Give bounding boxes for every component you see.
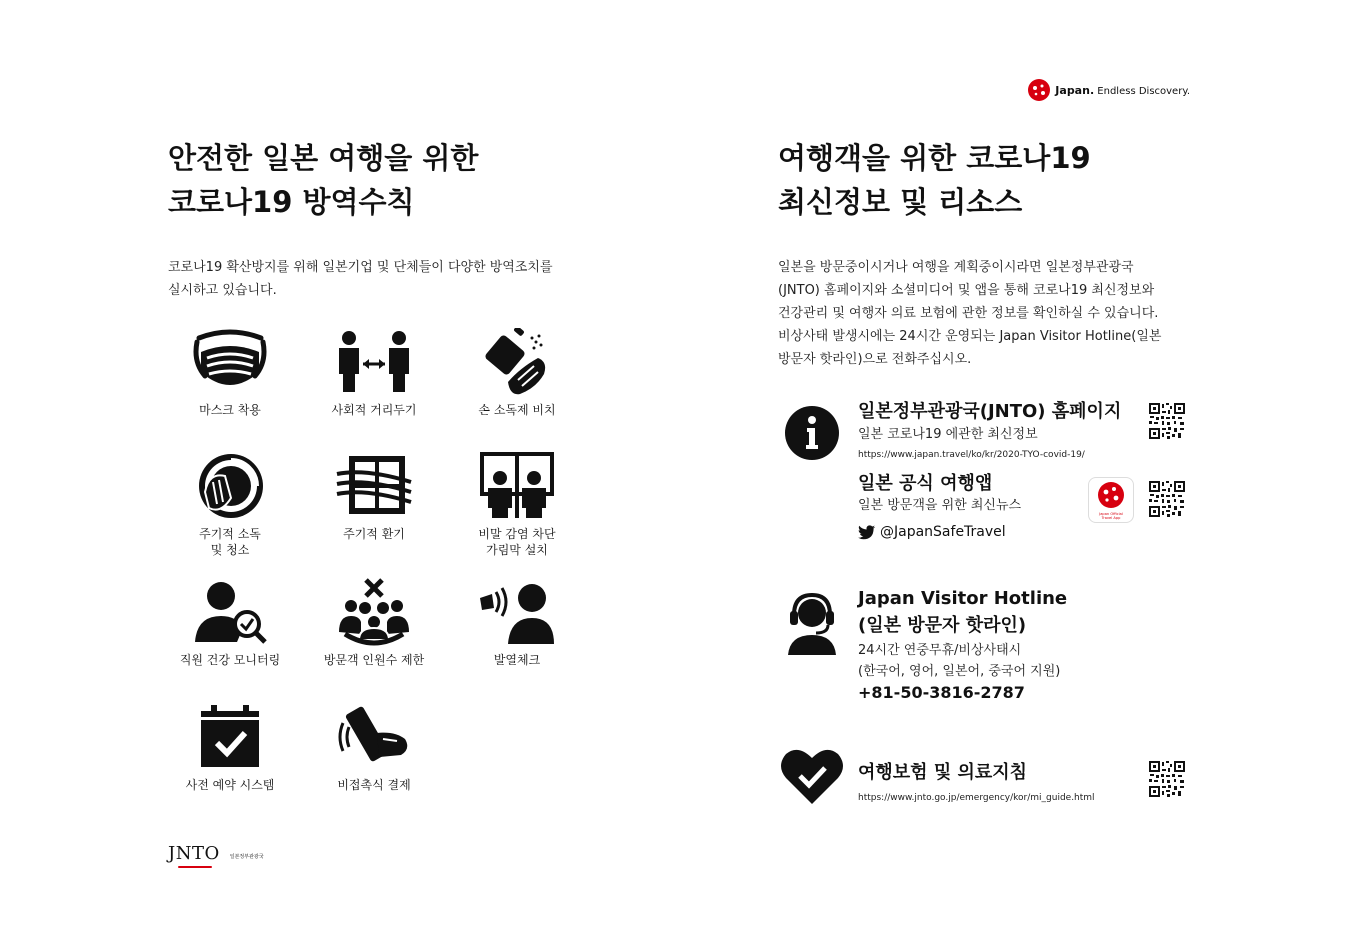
right-intro (778, 256, 1161, 371)
hotline-languages: (한국어, 영어, 일본어, 중국어 지원) (858, 664, 1061, 679)
jnto-site-qr-code (1148, 402, 1186, 440)
brand-text-rest: Endless Discovery. (1094, 85, 1190, 97)
measure-contactless (309, 703, 439, 793)
hotline-title-line2: (일본 방문자 핫라인) (858, 615, 1027, 636)
reservation-icon (191, 703, 269, 773)
insurance-qr-code (1148, 760, 1186, 798)
measure-temperature (452, 578, 582, 668)
right-title-line1: 여행객을 위한 코로나19 (778, 141, 1091, 175)
measure-reservation (165, 703, 295, 793)
measure-label: 주기적 소독 및 청소 (199, 527, 261, 557)
info-icon (784, 405, 840, 461)
measure-label: 비접촉식 결제 (337, 778, 411, 792)
japan-blossom-icon (1027, 78, 1051, 102)
left-title-line2: 코로나19 방역수칙 (168, 185, 415, 219)
app-qr-code (1148, 480, 1186, 518)
measure-label: 손 소독제 비치 (478, 403, 556, 417)
measure-label: 사전 예약 시스템 (185, 778, 275, 792)
jnto-logo-subtitle: 일본정부관광국 (229, 854, 264, 860)
measure-hand-sanitizer (452, 328, 582, 418)
right-intro-line: 일본을 방문중이시거나 여행을 계획중이시라면 일본정부관광국 (778, 260, 1134, 275)
insurance-url[interactable]: https://www.jnto.go.jp/emergency/kor/mi_guide.html (858, 793, 1095, 803)
measure-label: 주기적 환기 (343, 527, 405, 541)
measure-cleaning (165, 452, 295, 558)
measure-label: 직원 건강 모니터링 (179, 653, 281, 667)
right-intro-line: 비상사태 발생시에는 24시간 운영되는 Japan Visitor Hotline(일본 (778, 329, 1162, 344)
measure-mask (165, 328, 295, 418)
measure-label: 사회적 거리두기 (331, 403, 417, 417)
heart-check-icon (780, 746, 844, 806)
measure-label: 발열체크 (493, 653, 541, 667)
contactless-payment-icon (335, 703, 413, 773)
japan-brand-logo (1027, 78, 1190, 102)
hotline-phone-number[interactable]: +81-50-3816-2787 (858, 683, 1025, 702)
mask-icon (191, 328, 269, 398)
measure-visitor-limit (309, 578, 439, 668)
right-page (679, 0, 1358, 940)
svg-text:Japan Official: Japan Official (1099, 512, 1123, 516)
right-intro-line: (JNTO) 홈페이지와 소셜미디어 및 앱을 통해 코로나19 최신정보와 (778, 283, 1155, 298)
twitter-bird-icon (858, 525, 876, 540)
insurance-title: 여행보험 및 의료지침 (858, 762, 1028, 783)
right-title-line2: 최신정보 및 리소스 (778, 185, 1023, 219)
ventilation-icon (335, 452, 413, 522)
left-intro-line1: 코로나19 확산방지를 위해 일본기업 및 단체들이 다양한 방역조치를 (168, 260, 553, 275)
brand-text-bold: Japan. (1055, 83, 1095, 97)
measure-label: 마스크 착용 (199, 403, 261, 417)
measure-ventilation (309, 452, 439, 542)
right-title (778, 136, 1091, 224)
jnto-footer-logo (168, 845, 264, 863)
measure-label: 비말 감염 차단 가림막 설치 (478, 527, 556, 557)
measure-label: 방문객 인원수 제한 (323, 653, 425, 667)
jnto-logo-word: JNTO (168, 843, 220, 864)
measure-partition (452, 452, 582, 558)
app-blossom-icon (1089, 478, 1133, 522)
left-title-line1: 안전한 일본 여행을 위한 (168, 141, 479, 175)
left-intro-line2: 실시하고 있습니다. (168, 283, 277, 298)
call-center-icon (784, 591, 840, 655)
cleaning-icon (191, 452, 269, 522)
measure-staff-health (165, 578, 295, 668)
right-intro-line: 방문자 핫라인)으로 전화주십시오. (778, 352, 972, 367)
visitor-limit-icon (335, 578, 413, 648)
measure-social-distance (309, 328, 439, 418)
partition-icon (478, 452, 556, 522)
app-subtitle: 일본 방문객을 위한 최신뉴스 (858, 498, 1022, 513)
hand-sanitizer-icon (478, 328, 556, 398)
hotline-title-line1: Japan Visitor Hotline (858, 588, 1068, 609)
staff-health-icon (191, 578, 269, 648)
temperature-check-icon (478, 578, 556, 648)
japan-travel-app-logo (1088, 477, 1134, 523)
twitter-handle-text: @JapanSafeTravel (880, 524, 1006, 540)
social-distance-icon (335, 328, 413, 398)
svg-text:Travel App: Travel App (1101, 516, 1121, 520)
right-intro-line: 건강관리 및 여행자 의료 보험에 관한 정보를 확인하실 수 있습니다. (778, 306, 1159, 321)
hotline-hours: 24시간 연중무휴/비상사태시 (858, 643, 1022, 658)
twitter-handle[interactable] (858, 524, 1006, 540)
brand-text (1055, 84, 1190, 97)
jnto-site-subtitle: 일본 코로나19 에관한 최신정보 (858, 427, 1038, 442)
left-intro (168, 256, 553, 302)
left-title (168, 136, 478, 224)
jnto-site-title: 일본정부관광국(JNTO) 홈페이지 (858, 401, 1122, 422)
jnto-site-url[interactable]: https://www.japan.travel/ko/kr/2020-TYO-covid-19/ (858, 450, 1085, 460)
app-title: 일본 공식 여행앱 (858, 473, 993, 494)
